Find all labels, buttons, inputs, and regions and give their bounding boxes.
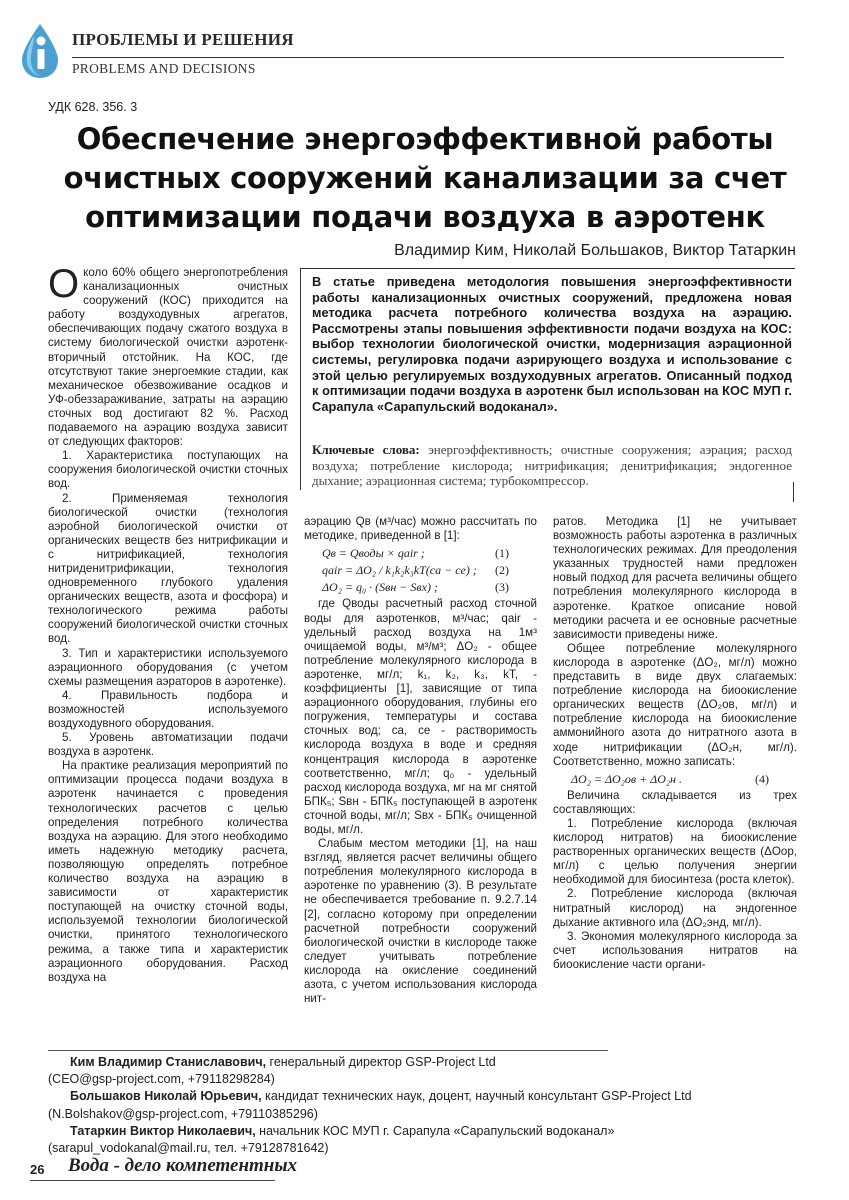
body-paragraph: Слабым местом методики [1], на наш взгляд, является расчет величины общего потребления молекулярного кислорода в аэротенке по уравнению (3). В результате не обеспечивается требование п. 9.2.7.14 [2], согласно которому при определении расчетной потребности сооружений биологической очистки в кислороде также следует учитывать потребление кислорода на окисление соединений азота, с учетом использования кислорода нит- [304,837,537,1006]
article-authors: Владимир Ким, Николай Большаков, Виктор Татаркин [394,242,796,259]
body-paragraph: Общее потребление молекулярного кислорода в аэротенке (ΔO₂, мг/л) можно представить в виде двух слагаемых: потребление кислорода на биоокисление органических веществ (ΔO₂ов, мг/л) и потребление кислорода на биоокисление аммонийного азота до нитратного азота в ходе нитрификации (ΔO₂н, мг/л). Соответственно, можно записать: [553,641,797,768]
bottom-divider [30,1180,275,1181]
formula-3: ΔO₂ = q₀ · (Sвн − Sвх) ; (3) [322,580,509,595]
column-1 [48,266,288,1046]
section-subtitle: PROBLEMS AND DECISIONS [72,61,256,76]
body-paragraph: где Qводы расчетный расход сточной воды для аэротенков, м³/час; qair - удельный расход воздуха на 1м³ очищаемой воды, м³/м³; ΔO₂ - общее потребление молекулярного кислорода в аэротенке, мг/л; k₁, k₂, k₃, kТ, - коэффициенты [1], зависящие от типа аэрационного оборудования, глубины его погружения, температуры и состава сточных вод; cа, cе - растворимость кислорода воздуха в воде и средняя концентрация кислорода в аэротенке соответственно, мг/л; q₀ - удельный расход кислорода воздуха, мг на мг снятой БПК₅; Sвн - БПК₅ поступающей в аэротенк сточной воды, мг/л; Sвх - БПК₅ очищенной воды, мг/л. [304,597,537,836]
component-2: 2. Потребление кислорода (включая нитратный кислород) на эндогенное дыхание активного ила (ΔO₂энд, мг/л). [553,887,797,929]
abstract-border-left [300,268,301,490]
intro-paragraph: Около 60% общего энергопотребления канализационных очистных сооружений (КОС) приходится на работу воздуходувных агрегатов, обеспечивающих подачу сжатого воздуха в систему биологической очистки аэротенк-вторичный отстойник. На КОС, где отсутствуют такие энергоемкие стадии, как механическое обезвоживание осадков и УФ-обеззараживание, затраты на аэрацию сточных вод достигают 82 %. Расход подаваемого на аэрацию воздуха зависит от следующих факторов: [48,266,288,449]
author-3: Татаркин Виктор Николаевич, начальник КОС МУП г. Сарапула «Сарапульский водоканал» [70,1123,615,1138]
factor-3: 3. Тип и характеристики используемого аэрационного оборудования (с учетом схемы размещения аэраторов в аэротенке). [48,646,288,688]
formula-4: ΔO₂ = ΔO₂ов + ΔO₂н . (4) [571,771,769,786]
info-drop-icon [14,22,64,80]
body-paragraph: Величина складывается из трех составляющих: [553,788,797,816]
keywords-label: Ключевые слова: [312,442,420,457]
factor-5: 5. Уровень автоматизации подачи воздуха в аэротенк. [48,731,288,759]
factor-1: 1. Характеристика поступающих на сооружения биологической очистки сточных вод. [48,449,288,491]
keywords [312,442,792,489]
formula-1: Qв = Qводы × qair ; (1) [322,546,509,561]
factor-2: 2. Применяемая технология биологической очистки (технология аэробной биологической очистки от органических веществ без нитрификации и с нитрификацией, технология нитриденитрификации, технология одновременного глубокого удаления органических веществ, азота и фосфора) и технологического режима работы сооружений биологической очистки сточных вод. [48,491,288,646]
body-paragraph: ратов. Методика [1] не учитывает возможность работы аэротенка в различных технологических режимах. Для преодоления указанных трудностей нами предложен новый подход для расчета величины общего потребления молекулярного кислорода в аэротенке. Краткое описание новой методики расчета и ее основные расчетные зависимости приведены ниже. [553,515,797,641]
udk-code: УДК 628. 356. 3 [48,100,138,114]
article-title: Обеспечение энергоэффективной работы очистных сооружений канализации за счет оптимизации подачи воздуха в аэротенк [63,122,787,234]
drop-cap: О [48,266,80,306]
abstract-text: В статье приведена методология повышения энергоэффективности работы канализационных очистных сооружений, предложена новая методика расчета потребного количества воздуха на аэрацию. Рассмотрены этапы повышения эффективности подачи воздуха на КОС: выбор технологии биологической очистки, модернизация аэрационной системы, регулировка подачи аэрирующего воздуха и использование с этой целью регулируемых воздуходувных агрегатов. Описанный подход к оптимизации подачи воздуха в аэротенк был использован на КОС МУП г. Сарапула «Сарапульский водоканал». [312,274,792,414]
header-divider [72,57,784,58]
magazine-name: Вода - дело компетентных [68,1155,298,1176]
author-1-contact: (CEO@gsp-project.com, +79118298284) [48,1072,275,1087]
page-number: 26 [30,1162,45,1177]
factor-4: 4. Правильность подбора и возможностей используемого воздуходувного оборудования. [48,688,288,730]
component-3: 3. Экономия молекулярного кислорода за счет использования нитратов на биоокисление части органи- [553,929,797,971]
column-2 [304,515,537,1048]
column-3 [553,515,797,1048]
abstract-border-right [793,482,794,502]
abstract-border-top [300,268,795,269]
formula-2: qair = ΔO₂ / k₁k₂k₃kТ(cа − cе) ; (2) [322,563,509,578]
section-title: ПРОБЛЕМЫ И РЕШЕНИЯ [72,30,294,49]
author-3-contact: (sarapul_vodokanal@mail.ru, тел. +79128781642) [48,1141,329,1156]
author-2-contact: (N.Bolshakov@gsp-project.com, +79110385296) [48,1106,318,1121]
author-1: Ким Владимир Станиславович, генеральный директор GSP-Project Ltd [70,1055,496,1069]
footer-divider [48,1050,608,1051]
body-paragraph: На практике реализация мероприятий по оптимизации процесса подачи воздуха в аэротенк начинается с проведения технологических расчетов с целью определения потребного количества воздуха на аэрацию. Для этого необходимо иметь надежную методику расчета, позволяющую определять потребное количество воздуха на аэрацию в зависимости от характеристик поступающей на очистку сточной воды, используемой технологии биологической очистки, принятого технологического режима, а также типа и характеристик аэрационного оборудования. Расход воздуха на [48,759,288,984]
component-1: 1. Потребление кислорода (включая кислород нитратов) на биоокисление растворенных органических веществ (ΔOор, мг/л) с целью получения энергии необходимой для биосинтеза (роста клеток). [553,816,797,887]
author-2: Большаков Николай Юрьевич, кандидат технических наук, доцент, научный консультант GSP-Project Ltd [70,1089,692,1104]
keywords-list: энергоэффективность; очистные сооружения; аэрация; расход воздуха; потребление кислорода; нитрификация; денитрификация; эндогенное дыхание; аэрационная система; турбокомпрессор. [312,442,792,488]
body-paragraph: аэрацию Qв (м³/час) можно рассчитать по методике, приведенной в [1]: [304,515,537,543]
author-info [48,1054,788,1157]
